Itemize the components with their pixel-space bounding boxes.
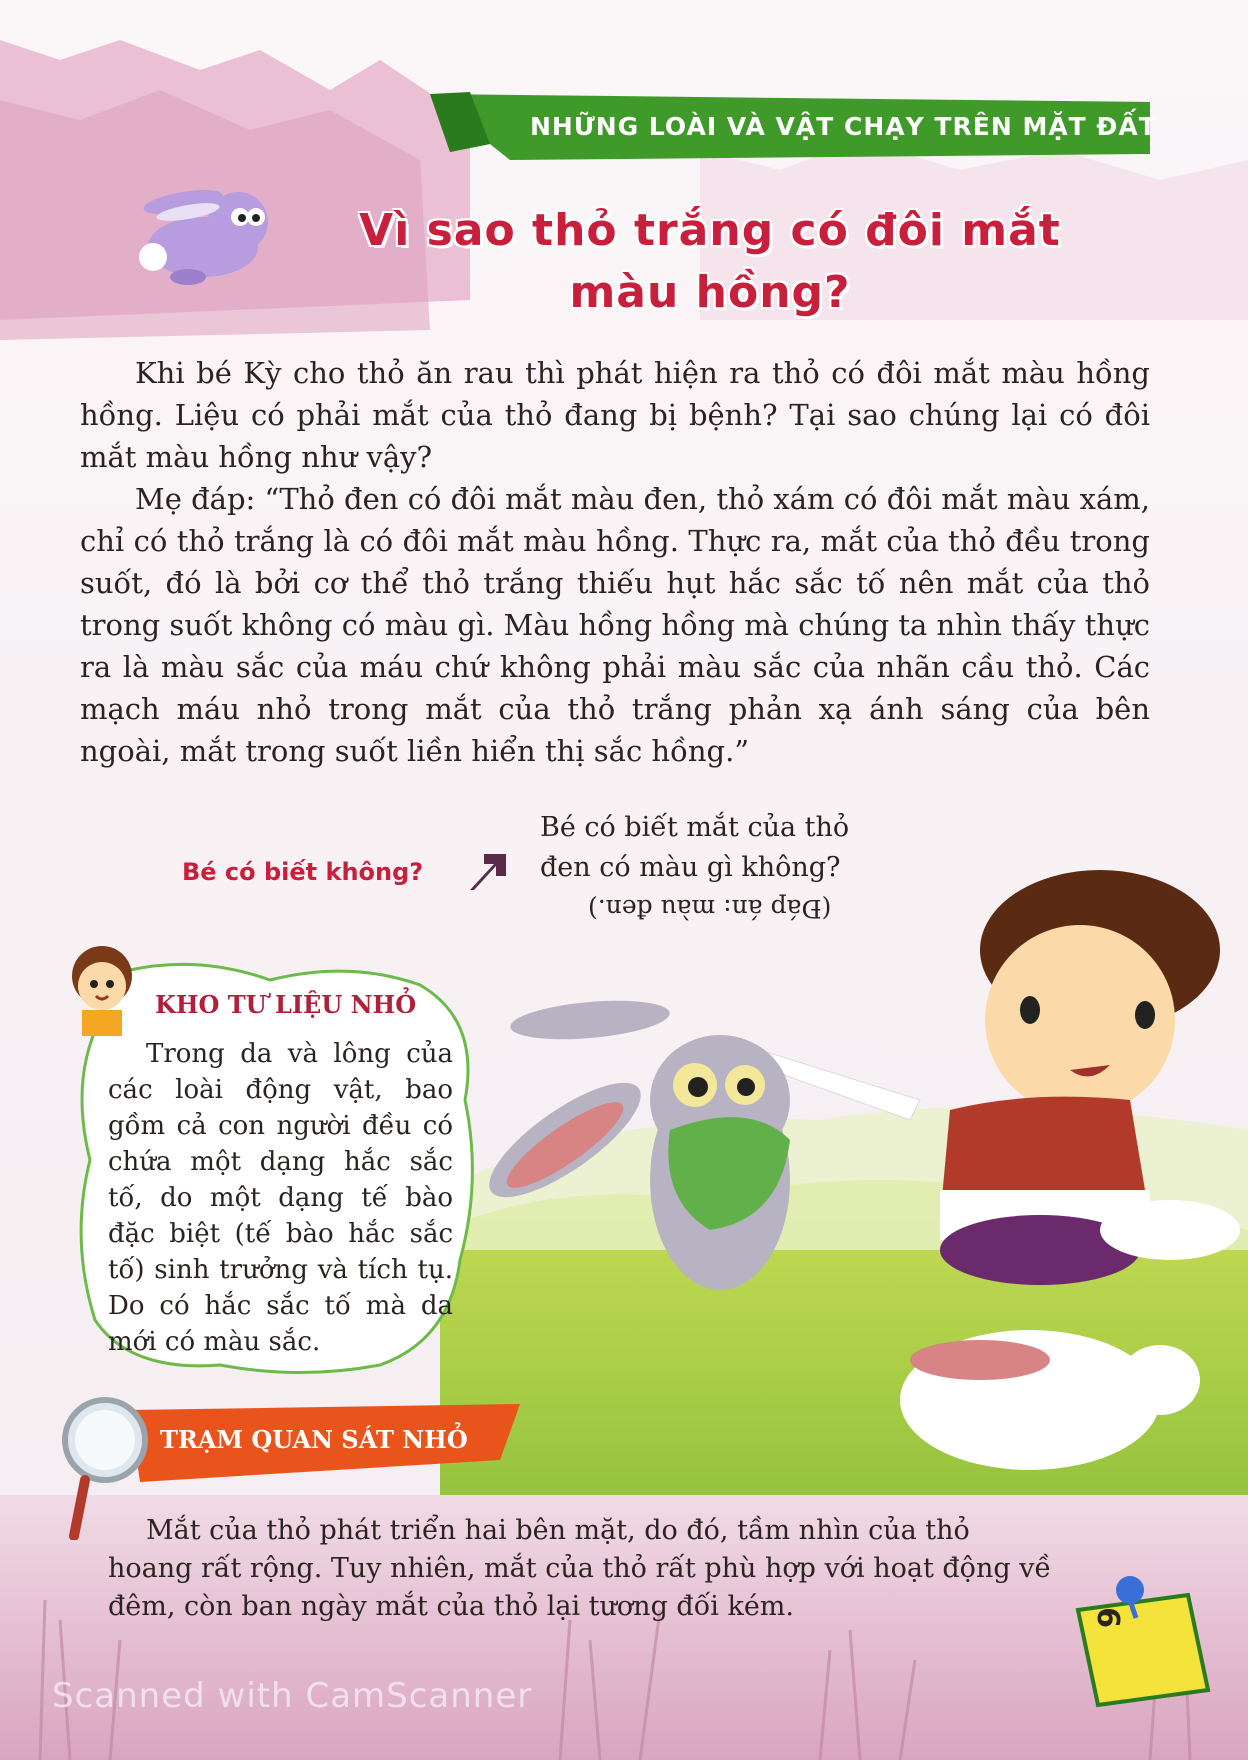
- observation-text: Mắt của thỏ phát triển hai bên mặt, do đó, tầm nhìn của thỏ hoang rất rộng. Tuy nhiên, mắt của thỏ rất phù hợp với hoạt động về đêm, còn ban ngày mắt của thỏ lại tương đối kém.: [108, 1515, 1052, 1622]
- observation-label: TRẠM QUAN SÁT NHỎ: [160, 1425, 468, 1454]
- title-line-1: Vì sao thỏ trắng có đôi mắt: [359, 205, 1061, 256]
- did-you-know-question: Bé có biết mắt của thỏ đen có màu gì không?: [540, 812, 850, 883]
- did-you-know-answer: (Đáp án: màu đen.): [588, 894, 832, 923]
- page-number-tag: [1068, 1570, 1218, 1710]
- body-paragraph-2: Mẹ đáp: “Thỏ đen có đôi mắt màu đen, thỏ xám có đôi mắt màu xám, chỉ có thỏ trắng là có đôi mắt màu hồng. Thực ra, mắt của thỏ đều trong suốt, đó là bởi cơ thể thỏ trắng thiếu hụt hắc sắc tố nên mắt của thỏ trong suốt không có màu gì. Màu hồng hồng mà chúng ta nhìn thấy thực ra là màu sắc của máu chứ không phải màu sắc của nhãn cầu thỏ. Các mạch máu nhỏ trong mắt của thỏ trắng phản xạ ánh sáng của bên ngoài, mắt trong suốt liền hiển thị sắc hồng.”: [80, 482, 1150, 768]
- girl-avatar-icon: [52, 938, 152, 1038]
- page-number: 9: [1092, 1607, 1128, 1628]
- boy-and-rabbits-illustration: [470, 800, 1248, 1500]
- title-line-2: màu hồng?: [569, 267, 851, 318]
- scanner-watermark: Scanned with CamScanner: [52, 1676, 533, 1716]
- did-you-know-label: Bé có biết không?: [182, 858, 424, 886]
- knowledge-box-label: KHO TƯ LIỆU NHỎ: [155, 990, 417, 1019]
- magnifier-icon: [75, 1400, 145, 1470]
- knowledge-box-text: Trong da và lông của các loài động vật, bao gồm cả con người đều có chứa một dạng hắc sắc tố, do một dạng tế bào đặc biệt (tế bào hắc sắc tố) sinh trưởng và tích tụ. Do có hắc sắc tố mà da mới có màu sắc.: [108, 1039, 453, 1357]
- purple-rabbit-icon: [128, 182, 278, 292]
- section-title: NHỮNG LOÀI VÀ VẬT CHẠY TRÊN MẶT ĐẤT: [530, 112, 1157, 141]
- body-paragraph-1: Khi bé Kỳ cho thỏ ăn rau thì phát hiện ra thỏ có đôi mắt màu hồng hồng. Liệu có phải mắt của thỏ đang bị bệnh? Tại sao chúng lại có đôi mắt màu hồng như vậy?: [80, 356, 1150, 474]
- page-title: [300, 200, 1120, 324]
